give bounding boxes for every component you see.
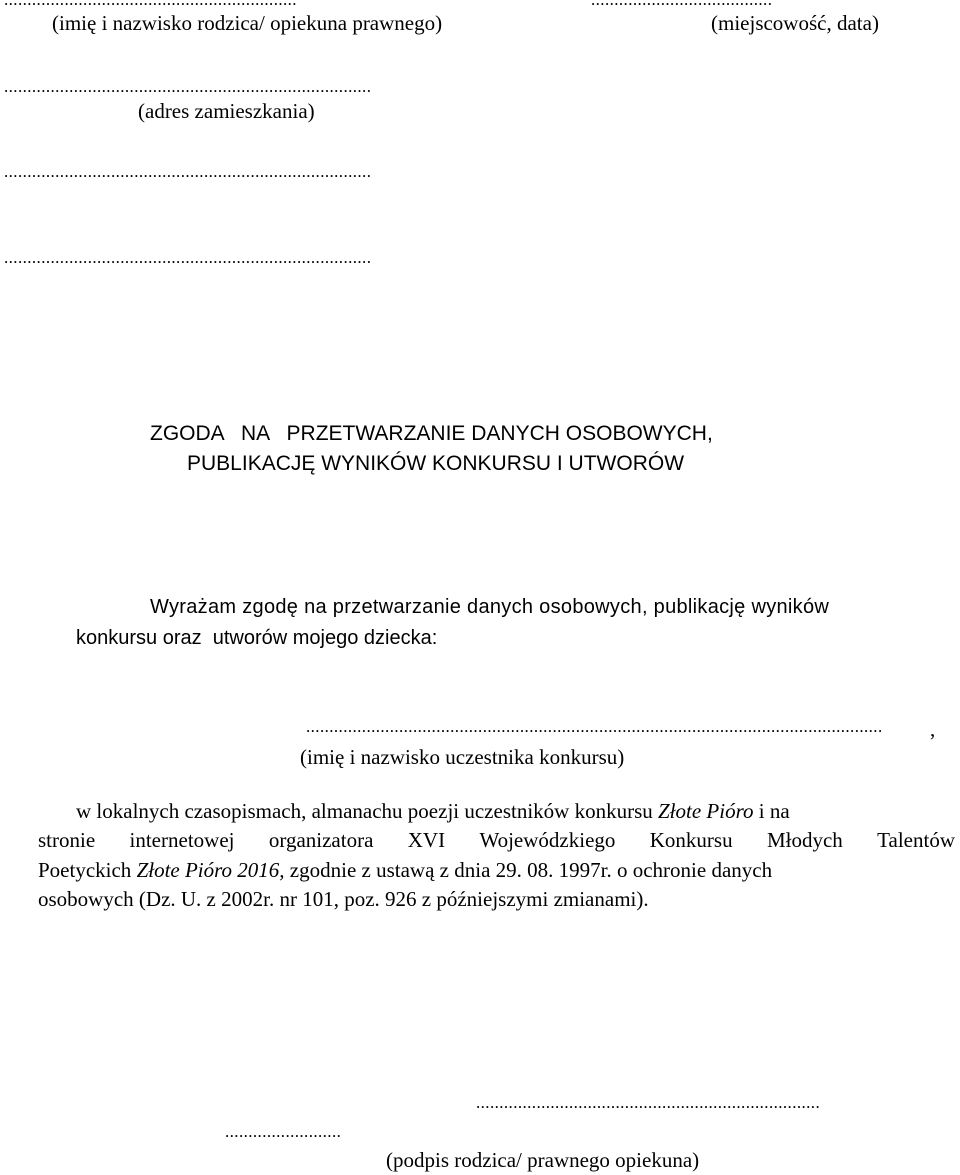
address-dotted-line-1[interactable]: ...............................................................................: [4, 77, 372, 96]
address-label: (adres zamieszkania): [138, 99, 315, 123]
document-title-line-1: ZGODA NA PRZETWARZANIE DANYCH OSOBOWYCH,: [150, 422, 713, 445]
statement-word: internetowej: [129, 828, 235, 852]
statement-line-3-text: Poetyckich: [38, 858, 137, 882]
statement-line-1-end: i na: [753, 799, 790, 823]
statement-word: organizatora: [268, 828, 374, 852]
signature-dotted-line-2[interactable]: .........................: [225, 1122, 342, 1141]
place-date-dotted-line[interactable]: [591, 0, 772, 8]
signature-label: (podpis rodzica/ prawnego opiekuna): [386, 1148, 700, 1172]
statement-line-2: [38, 828, 955, 853]
parent-name-dotted-line[interactable]: [4, 0, 297, 8]
consent-text-line-2: konkursu oraz utworów mojego dziecka:: [76, 627, 438, 649]
statement-word: Konkursu: [649, 828, 733, 852]
contest-name-year: Złote Pióro 2016,: [136, 858, 285, 882]
signature-dotted-line-1[interactable]: ..........................................................................: [476, 1093, 821, 1112]
statement-line-3-end: zgodnie z ustawą z dnia 29. 08. 1997r. o ochronie danych: [284, 858, 773, 882]
statement-word: stronie: [38, 828, 96, 852]
statement-line-1-text: w lokalnych czasopismach, almanachu poezji uczestników konkursu: [76, 799, 658, 823]
statement-line-4: osobowych (Dz. U. z 2002r. nr 101, poz. 926 z późniejszymi zmianami).: [38, 887, 649, 911]
statement-line-3: [38, 858, 772, 883]
participant-comma: ,: [930, 717, 936, 741]
document-title-line-2: PUBLIKACJĘ WYNIKÓW KONKURSU I UTWORÓW: [187, 452, 685, 475]
statement-word: Talentów: [877, 828, 955, 852]
address-dotted-line-3[interactable]: ...............................................................................: [4, 248, 372, 267]
contest-name: Złote Pióro: [658, 799, 754, 823]
participant-name-dotted-line[interactable]: [306, 718, 883, 735]
participant-dots: ............................................................................................................................: [306, 717, 883, 736]
address-dotted-line-2[interactable]: ...............................................................................: [4, 162, 372, 181]
parent-name-label: (imię i nazwisko rodzica/ opiekuna prawnego): [52, 11, 443, 35]
participant-name-label: (imię i nazwisko uczestnika konkursu): [300, 745, 625, 769]
statement-word: XVI: [407, 828, 446, 852]
place-date-label: (miejscowość, data): [711, 11, 879, 35]
statement-word: Wojewódzkiego: [479, 828, 616, 852]
consent-text-line-1: Wyrażam zgodę na przetwarzanie danych osobowych, publikację wyników: [150, 596, 830, 618]
statement-line-1: [76, 799, 790, 824]
statement-word: Młodych: [766, 828, 843, 852]
